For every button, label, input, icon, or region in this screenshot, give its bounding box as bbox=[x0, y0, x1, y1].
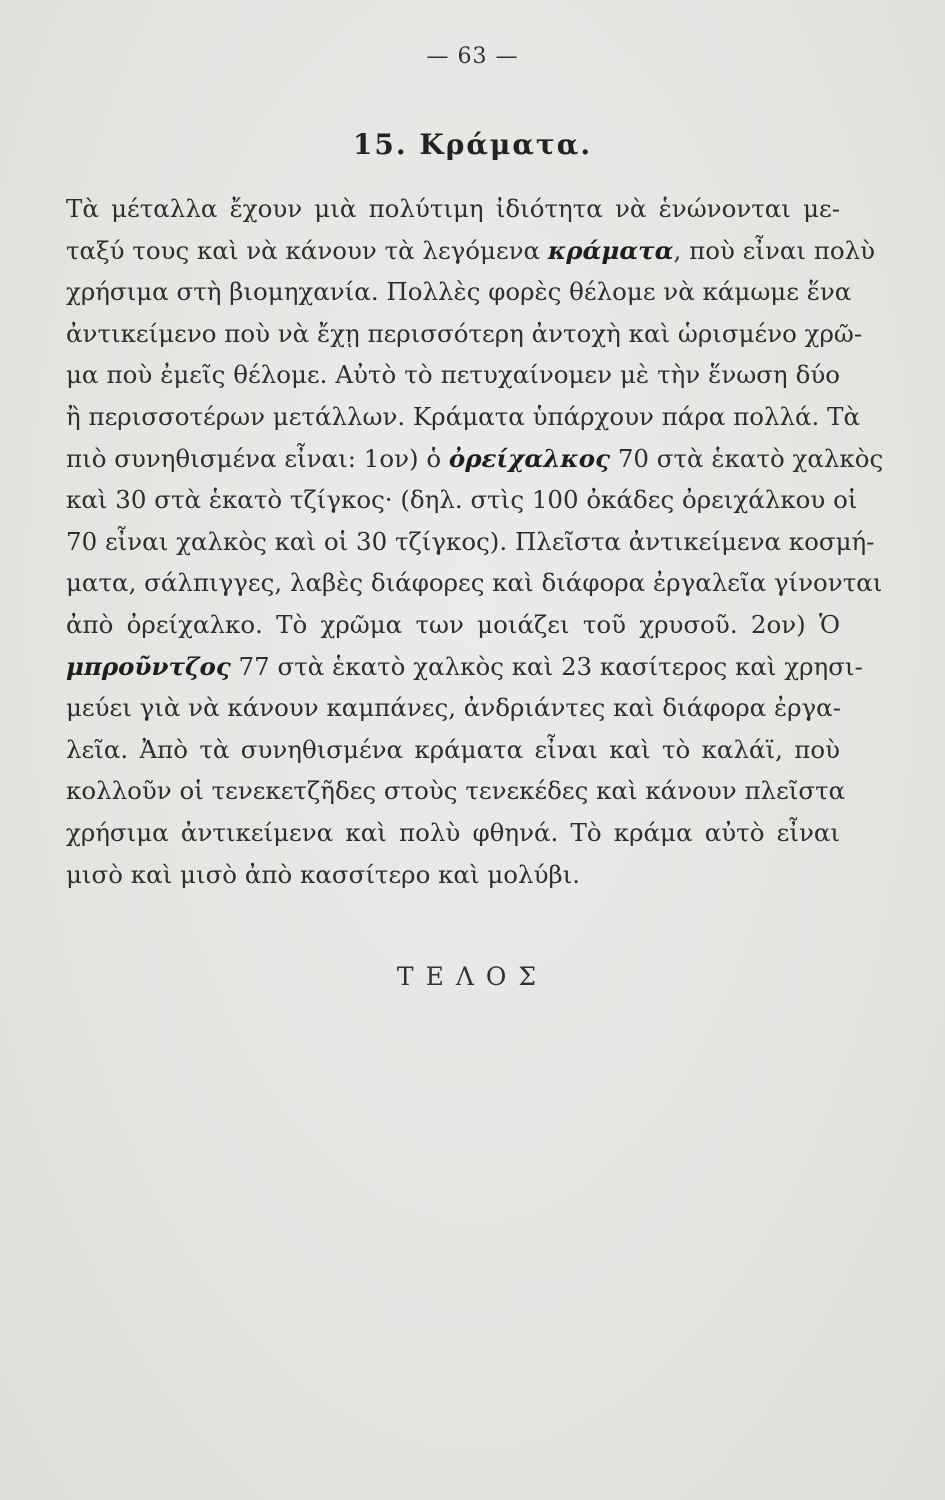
text-line bbox=[66, 230, 876, 272]
text-line: Τὰ μέταλλα ἔχουν μιὰ πολύτιμη ἰδιότητα νὰ ἑνώνονται με- bbox=[66, 194, 840, 223]
text-segment: 77 στὰ ἑκατὸ χαλκὸς καὶ 23 κασίτερος καὶ χρησι- bbox=[230, 651, 863, 681]
text-line: κολλοῦν οἱ τενεκετζῆδες στοὺς τενεκέδες καὶ κάνουν πλεῖστα bbox=[66, 776, 846, 806]
text-line: χρήσιμα ἀντικείμενα καὶ πολὺ φθηνά. Τὸ κράμα αὐτὸ εἶναι bbox=[66, 817, 840, 847]
emphasized-term: ὀρείχαλκος bbox=[448, 443, 611, 473]
text-line: ἀντικείμενο ποὺ νὰ ἔχῃ περισσότερη ἀντοχὴ καὶ ὡρισμένο χρῶ- bbox=[66, 318, 863, 348]
text-line: ματα, σάλπιγγες, λαβὲς διάφορες καὶ διάφορα ἐργαλεῖα γίνονται bbox=[66, 568, 883, 598]
text-segment: , ποὺ εἶναι πολὺ bbox=[673, 235, 876, 265]
text-line: μισὸ καὶ μισὸ ἀπὸ κασσίτερο καὶ μολύβι. bbox=[66, 859, 581, 889]
emphasized-term: κράματα bbox=[547, 235, 674, 265]
text-line bbox=[66, 438, 884, 480]
section-heading: 15. Κράματα. bbox=[352, 128, 593, 161]
text-line: μεύει γιὰ νὰ κάνουν καμπάνες, ἀνδριάντες καὶ διάφορα ἐργα- bbox=[66, 693, 841, 723]
text-segment: 70 στὰ ἑκατὸ χαλκὸς bbox=[610, 443, 884, 473]
text-segment: ταξύ τους καὶ νὰ κάνουν τὰ λεγόμενα bbox=[66, 235, 548, 265]
text-line bbox=[66, 646, 863, 688]
end-mark: ΤΕΛΟΣ bbox=[396, 962, 549, 991]
body-paragraph bbox=[66, 188, 884, 895]
text-line: λεῖα. Ἀπὸ τὰ συνηθισμένα κράματα εἶναι καὶ τὸ καλάϊ, ποὺ bbox=[66, 734, 840, 764]
text-line: 70 εἶναι χαλκὸς καὶ οἱ 30 τζίγκος). Πλεῖστα ἀντικείμενα κοσμή- bbox=[66, 526, 875, 556]
emphasized-term: μπροῦντζος bbox=[66, 651, 231, 681]
text-line: χρήσιμα στὴ βιομηχανία. Πολλὲς φορὲς θέλομε νὰ κάμωμε ἕνα bbox=[66, 277, 852, 307]
text-segment: πιὸ συνηθισμένα εἶναι: 1ον) ὁ bbox=[66, 443, 449, 473]
text-line: μα ποὺ ἐμεῖς θέλομε. Αὐτὸ τὸ πετυχαίνομεν μὲ τὴν ἕνωση δύο bbox=[66, 360, 840, 390]
page-number: — 63 — bbox=[426, 44, 519, 69]
text-line: ἢ περισσοτέρων μετάλλων. Κράματα ὑπάρχουν πάρα πολλά. Τὰ bbox=[66, 401, 861, 431]
text-line: καὶ 30 στὰ ἑκατὸ τζίγκος· (δηλ. στὶς 100 ὀκάδες ὀρειχάλκου οἱ bbox=[66, 485, 858, 515]
text-line: ἀπὸ ὀρείχαλκο. Τὸ χρῶμα των μοιάζει τοῦ χρυσοῦ. 2ον) Ὁ bbox=[66, 609, 840, 639]
